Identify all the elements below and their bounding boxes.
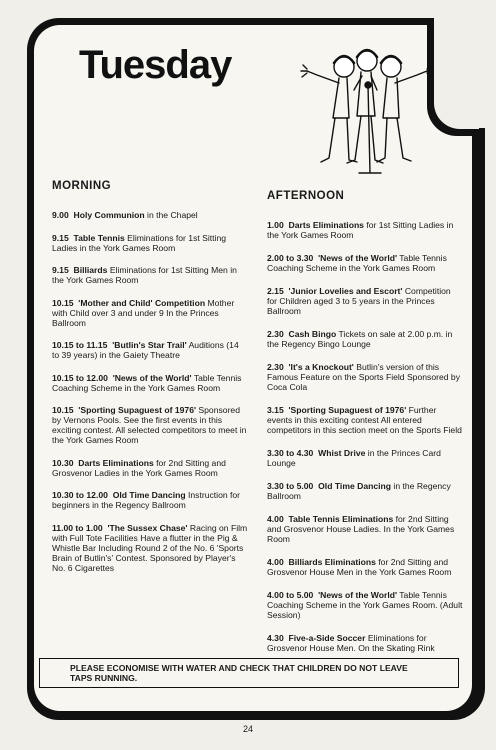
- event-item: [52, 405, 248, 445]
- event-description: Racing on Film with Full Tote Facilities Have a flutter in the Pig & Whistle Bar Including Round 2 of the No. 6 'Sports Brain of Butlin's' Contest. Sponsored by Player's No. 6 Cigarettes: [52, 522, 248, 573]
- event-item: [52, 340, 248, 360]
- event-name: Billiards Eliminations: [288, 557, 376, 567]
- event-name: Darts Eliminations: [288, 220, 364, 230]
- event-time: 2.30: [267, 362, 284, 372]
- event-item: [52, 523, 248, 573]
- event-name: Old Time Dancing: [112, 490, 186, 500]
- event-name: 'The Sussex Chase': [107, 522, 188, 533]
- event-time: 10.15: [52, 405, 74, 415]
- event-description: Table Tennis Coaching Scheme in the York Games Room: [52, 372, 242, 393]
- event-item: [52, 265, 248, 285]
- event-description: Further events in this exciting contest All entered competitors in this section meet on the Sports Field: [267, 405, 462, 435]
- event-item: [52, 373, 248, 393]
- afternoon-heading: AFTERNOON: [267, 190, 345, 202]
- event-time: 2.00 to 3.30: [267, 253, 314, 263]
- event-name: Billiards: [73, 265, 108, 275]
- event-name: 'News of the World': [318, 253, 398, 263]
- page-title: Tuesday: [79, 43, 232, 87]
- event-time: 3.30 to 5.00: [267, 481, 314, 491]
- event-item: [267, 220, 463, 240]
- event-item: [52, 210, 248, 220]
- event-name: 'Sporting Supaguest of 1976': [78, 405, 197, 415]
- event-description: Eliminations for 1st Sitting Ladies in the York Games Room: [52, 232, 227, 253]
- afternoon-events: [267, 220, 463, 653]
- event-time: 10.15 to 11.15: [52, 340, 108, 350]
- event-description: in the Regency Ballroom: [267, 481, 451, 501]
- event-description: Tickets on sale at 2.00 p.m. in the Regency Bingo Lounge: [267, 329, 453, 349]
- event-time: 3.30 to 4.30: [267, 448, 314, 458]
- event-time: 9.15: [52, 265, 69, 275]
- event-description: Eliminations for Grosvenor House Men. On the Skating Rink: [267, 633, 435, 653]
- event-name: 'News of the World': [112, 372, 192, 383]
- event-name: Table Tennis Eliminations: [288, 514, 394, 524]
- page-number: 24: [242, 724, 253, 734]
- event-item: [267, 405, 463, 435]
- event-description: for 2nd Sitting and Grosvenor House Men in the York Games Room: [267, 557, 452, 577]
- event-time: 11.00 to 1.00: [52, 522, 103, 533]
- event-description: Auditions (14 to 39 years) in the Gaiety Theatre: [52, 340, 239, 360]
- event-name: Old Time Dancing: [318, 481, 392, 491]
- event-time: 2.30: [267, 329, 284, 339]
- event-name: 'News of the World': [318, 590, 398, 600]
- water-notice: PLEASE ECONOMISE WITH WATER AND CHECK THAT CHILDREN DO NOT LEAVE TAPS RUNNING.: [39, 658, 459, 688]
- afternoon-column: [267, 190, 463, 666]
- event-item: [52, 298, 248, 328]
- event-description: for 2nd Sitting and Grosvenor House Ladies. In the York Games Room: [267, 514, 455, 544]
- event-item: [267, 514, 463, 544]
- event-name: Holy Communion: [73, 210, 145, 220]
- event-description: for 1st Sitting Ladies in the York Games Room: [267, 220, 454, 240]
- event-description: Table Tennis Coaching Scheme in the York Games Room: [267, 253, 447, 273]
- event-item: [52, 490, 248, 510]
- event-name: 'Butlin's Star Trail': [112, 340, 187, 350]
- event-time: 4.00 to 5.00: [267, 590, 314, 600]
- event-item: [267, 481, 463, 501]
- event-time: 10.30 to 12.00: [52, 490, 108, 500]
- event-description: Competition for Children aged 3 to 5 years in the Princes Ballroom: [267, 286, 451, 316]
- event-item: [267, 362, 463, 392]
- event-time: 10.30: [52, 457, 74, 468]
- event-item: [267, 557, 463, 577]
- event-time: 9.00: [52, 210, 69, 220]
- event-name: Whist Drive: [318, 448, 366, 458]
- event-time: 2.15: [267, 286, 284, 296]
- event-name: Five-a-Side Soccer: [288, 633, 366, 643]
- content-panel: [34, 25, 472, 711]
- event-item: [267, 633, 463, 653]
- event-name: Darts Eliminations: [78, 457, 154, 468]
- morning-heading: MORNING: [52, 180, 112, 192]
- event-item: [52, 458, 248, 478]
- morning-column: [52, 180, 248, 585]
- event-time: 10.15 to 12.00: [52, 372, 108, 383]
- event-item: [267, 286, 463, 316]
- event-time: 10.15: [52, 297, 74, 308]
- event-item: [267, 253, 463, 273]
- event-time: 9.15: [52, 232, 69, 243]
- singing-trio-illustration: [299, 45, 434, 175]
- event-description: for 2nd Sitting and Grosvenor Ladies in the York Games Room: [52, 457, 226, 478]
- event-name: 'Junior Lovelies and Escort': [288, 286, 403, 296]
- event-description: Instruction for beginners in the Regency Ballroom: [52, 490, 241, 510]
- event-time: 3.15: [267, 405, 284, 415]
- event-description: Table Tennis Coaching Scheme in the York Games Room. (Adult Session): [267, 590, 463, 620]
- event-item: [267, 590, 463, 620]
- event-name: 'It's a Knockout': [288, 362, 354, 372]
- morning-events: [52, 210, 248, 573]
- event-description: in the Princes Card Lounge: [267, 448, 441, 468]
- event-description: Eliminations for 1st Sitting Men in the York Games Room: [52, 265, 237, 285]
- event-item: [52, 233, 248, 253]
- event-name: 'Mother and Child' Competition: [78, 297, 206, 308]
- event-description: Mother with Child over 3 and under 9 In the Princes Ballroom: [52, 297, 235, 328]
- event-time: 4.00: [267, 514, 284, 524]
- event-item: [267, 329, 463, 349]
- event-name: Cash Bingo: [288, 329, 337, 339]
- event-name: 'Sporting Supaguest of 1976': [288, 405, 407, 415]
- event-name: Table Tennis: [73, 232, 125, 243]
- event-item: [267, 448, 463, 468]
- event-time: 4.00: [267, 557, 284, 567]
- page-frame: [27, 18, 485, 720]
- event-time: 1.00: [267, 220, 284, 230]
- event-description: in the Chapel: [147, 210, 198, 220]
- event-description: Sponsored by Vernons Pools. See the first events in this exciting contest. All selected competitors to meet in the York Games Room: [52, 405, 247, 445]
- event-time: 4.30: [267, 633, 284, 643]
- event-description: Butlin's version of this Famous Feature on the Sports Field Sponsored by Coca Cola: [267, 362, 460, 392]
